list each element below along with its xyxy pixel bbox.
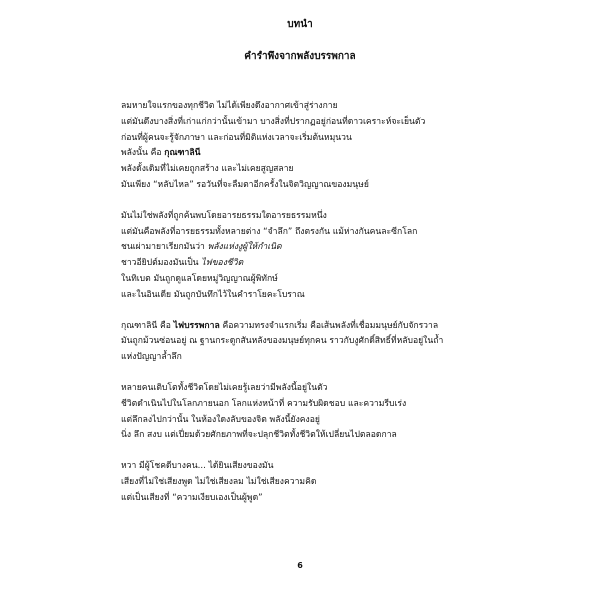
emphasis-bold: กุณฑาลินี <box>164 148 201 159</box>
text-segment: มันไม่ใช่พลังที่ถูกค้นพบโดยอารยธรรมใดอารยธรรมหนึ่ง <box>121 210 327 221</box>
text-segment: นิ่ง ลึก สงบ แต่เปี่ยมด้วยศักยภาพที่จะปลุกชีวิตทั้งชีวิตให้เปลี่ยนไปตลอดกาล <box>121 430 397 441</box>
body-text <box>121 99 481 522</box>
text-segment: ชนเผ่ามายาเรียกมันว่า <box>121 242 208 253</box>
text-line <box>121 178 481 194</box>
text-line <box>121 428 481 444</box>
emphasis-italic: พลังแห่งงูผู้ให้กำเนิด <box>207 242 282 253</box>
text-segment: กุณฑาลินี คือ <box>121 320 174 331</box>
text-segment: ในทิเบต มันถูกดูแลโดยหมู่วิญญาณผู้พิทักษ์ <box>121 273 278 284</box>
text-line <box>121 381 481 397</box>
text-line <box>121 115 481 131</box>
text-line <box>121 413 481 429</box>
text-segment: ชีวิตดำเนินไปในโลกภายนอก โลกแห่งหน้าที่ ความรับผิดชอบ และความรีบเร่ง <box>121 398 407 409</box>
text-segment: มันถูกม้วนซ่อนอยู่ ณ ฐานกระดูกสันหลังของมนุษย์ทุกคน ราวกับงูศักดิ์สิทธิ์ที่หลับอยู่ในถ้ำ <box>121 336 444 347</box>
text-line <box>121 272 481 288</box>
text-segment: หวา มีผู้โชคดีบางคน... ได้ยินเสียงของมัน <box>121 461 274 472</box>
text-line <box>121 288 481 304</box>
text-segment: แห่งปัญญาล้ำลึก <box>121 352 182 363</box>
text-line <box>121 319 481 335</box>
chapter-title: บทนำ <box>287 19 313 30</box>
text-segment: คือความทรงจำแรกเริ่ม คือเส้นพลังที่เชื่อมมนุษย์กับจักรวาล <box>219 320 439 331</box>
text-segment: ก่อนที่ผู้คนจะรู้จักภาษา และก่อนที่มิติแห่งเวลาจะเริ่มต้นหมุนวน <box>121 132 352 143</box>
text-line <box>121 350 481 366</box>
text-segment: เสียงที่ไม่ใช่เสียงพูด ไม่ใช่เสียงลม ไม่ใช่เสียงความคิด <box>121 476 317 487</box>
text-line <box>121 225 481 241</box>
text-segment: แต่มันคือพลังที่อารยธรรมทั้งหลายต่าง “จำลึก” ถึงตรงกัน แม้ห่างกันคนละซีกโลก <box>121 226 418 237</box>
text-segment: พลังดั้งเดิมที่ไม่เคยถูกสร้าง และไม่เคยสูญสลาย <box>121 164 294 175</box>
text-segment: แต่มันดึงบางสิ่งที่เก่าแก่กว่านั้นเข้ามา บางสิ่งที่ปรากฏอยู่ก่อนที่ดาวเคราะห์จะเย็นตัว <box>121 116 426 127</box>
text-segment: พลังนั้น คือ <box>121 148 165 159</box>
text-segment: ชาวอียิปต์มองมันเป็น <box>121 258 202 269</box>
paragraph <box>121 459 481 506</box>
text-line <box>121 491 481 507</box>
chapter-subtitle: คำรำพึงจากพลังบรรพกาล <box>244 51 356 62</box>
emphasis-italic: ไฟของชีวิต <box>201 258 244 269</box>
text-line <box>121 397 481 413</box>
text-line <box>121 131 481 147</box>
text-segment: แต่เป็นเสียงที่ “ความเงียบเองเป็นผู้พูด” <box>121 492 263 503</box>
text-line <box>121 256 481 272</box>
paragraph <box>121 319 481 366</box>
emphasis-bold: ไฟบรรพกาล <box>173 320 220 331</box>
text-line <box>121 99 481 115</box>
paragraph <box>121 381 481 444</box>
text-segment: หลายคนเติบโตทั้งชีวิตโดยไม่เคยรู้เลยว่ามีพลังนี้อยู่ในตัว <box>121 382 328 393</box>
text-line <box>121 334 481 350</box>
text-segment: แต่ลึกลงไปกว่านั้น ในห้องใดงลับของจิต พลังนี้ยังคงอยู่ <box>121 414 320 425</box>
text-line <box>121 475 481 491</box>
paragraph <box>121 209 481 304</box>
text-segment: ลมหายใจแรกของทุกชีวิต ไม่ได้เพียงดึงอากาศเข้าสู่ร่างกาย <box>121 101 338 111</box>
text-line <box>121 240 481 256</box>
text-segment: มันเพียง “หลับไหล” รอวันที่จะลืมตาอีกครั้งในจิตวิญญาณของมนุษย์ <box>121 179 369 190</box>
text-segment: และในอินเดีย มันถูกบันทึกไว้ในคำราโยคะโบราณ <box>121 289 305 300</box>
text-line <box>121 162 481 178</box>
text-line <box>121 459 481 475</box>
text-line <box>121 146 481 162</box>
paragraph <box>121 99 481 194</box>
page-number: 6 <box>297 561 303 570</box>
text-line <box>121 209 481 225</box>
